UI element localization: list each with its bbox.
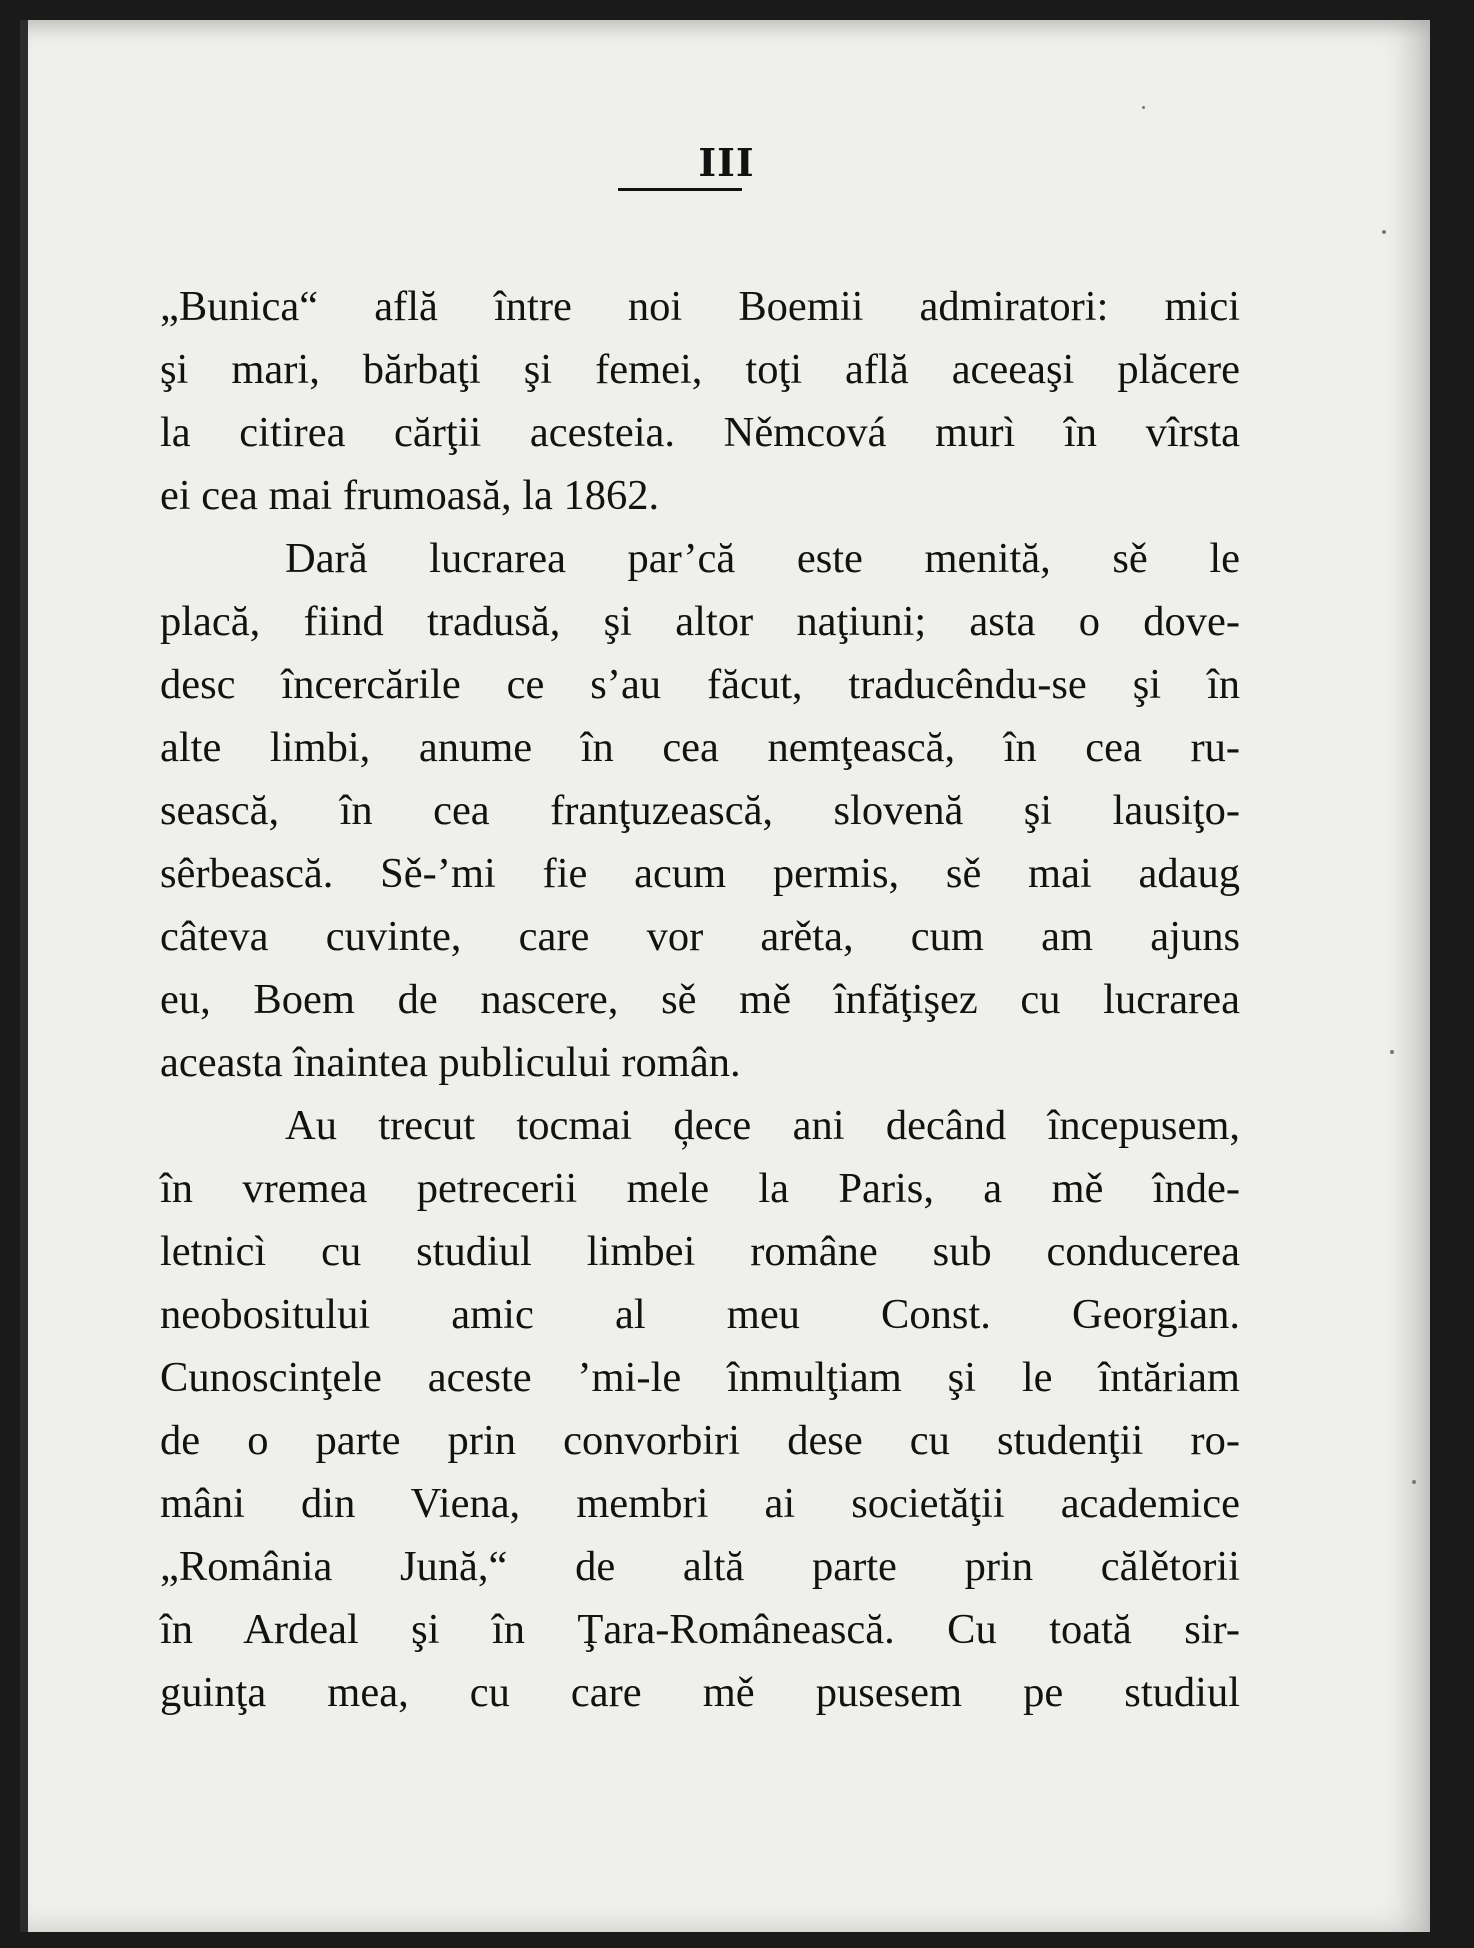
text-line: Au trecut tocmai ḑece ani decând începusem,: [285, 1102, 1240, 1149]
text-line: letnicì cu studiul limbei române sub conducerea: [160, 1228, 1240, 1275]
text-line: în vremea petrecerii mele la Paris, a mě înde-: [160, 1165, 1240, 1212]
text-line: ei cea mai frumoasă, la 1862.: [160, 472, 660, 519]
page-edge-shadow: [20, 20, 28, 1932]
book-page: [20, 20, 1430, 1932]
text-line: desc încercările ce s’au făcut, traducêndu-se şi în: [160, 661, 1240, 708]
paper-speck: [1382, 230, 1386, 234]
text-line: mâni din Viena, membri ai societăţii academice: [160, 1480, 1240, 1527]
body-text: [160, 275, 1240, 1724]
text-line: Cunoscinţele aceste ’mi-le înmulţiam şi le întăriam: [160, 1354, 1240, 1401]
header-rule: [618, 188, 742, 191]
text-line: sêrbească. Sě-’mi fie acum permis, sě mai adaug: [160, 850, 1240, 897]
text-line: neobositului amic al meu Const. Georgian.: [160, 1291, 1240, 1338]
page-number: III: [698, 140, 755, 185]
text-line: de o parte prin convorbiri dese cu studenţii ro-: [160, 1417, 1240, 1464]
text-line: la citirea cărţii acesteia. Němcová murì în vîrsta: [160, 409, 1240, 456]
text-line: „Bunica“ află între noi Boemii admiratori: mici: [160, 283, 1240, 330]
text-line: Dară lucrarea par’că este menită, sě le: [285, 535, 1240, 582]
text-line: placă, fiind tradusă, şi altor naţiuni; asta o dove-: [160, 598, 1240, 645]
text-line: şi mari, bărbaţi şi femei, toţi află aceeaşi plăcere: [160, 346, 1240, 393]
paper-speck: [1142, 106, 1145, 109]
text-line: aceasta înaintea publicului român.: [160, 1039, 741, 1086]
paper-speck: [1390, 1050, 1394, 1054]
text-line: alte limbi, anume în cea nemţească, în cea ru-: [160, 724, 1240, 771]
text-line: câteva cuvinte, care vor arěta, cum am ajuns: [160, 913, 1240, 960]
text-line: în Ardeal şi în Ţara-Românească. Cu toată sir-: [160, 1606, 1240, 1653]
text-line: „România Jună,“ de altă parte prin călětorii: [160, 1543, 1240, 1590]
text-line: guinţa mea, cu care mě pusesem pe studiul: [160, 1669, 1240, 1716]
text-line: sească, în cea franţuzească, slovenă şi lausiţo-: [160, 787, 1240, 834]
paper-speck: [1412, 1480, 1416, 1484]
page-header: [20, 140, 1430, 185]
text-line: eu, Boem de nascere, sě mě înfăţişez cu lucrarea: [160, 976, 1240, 1023]
